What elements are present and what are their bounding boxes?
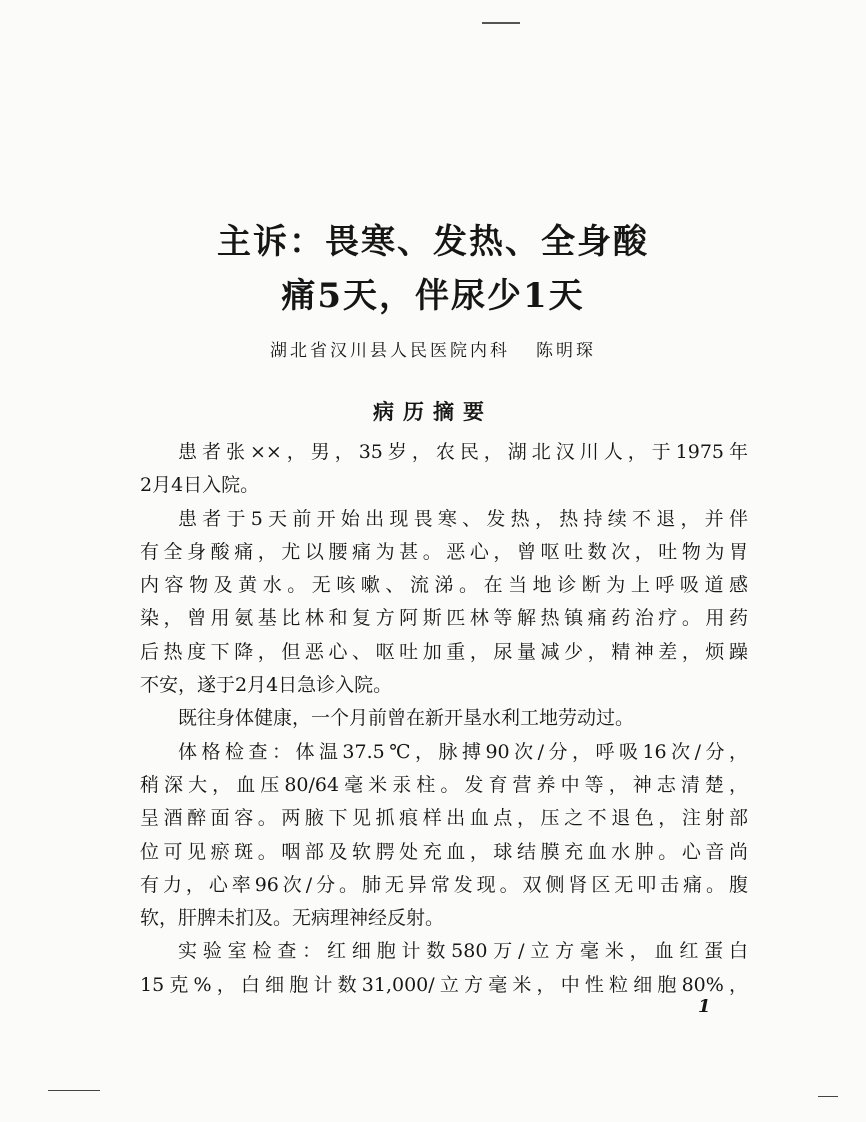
bottom-margin-mark: [818, 1096, 838, 1097]
body-line: 15克%，白细胞计数31,000/立方毫米，中性粒细胞80%，: [140, 973, 748, 996]
author: 陈明琛: [536, 341, 596, 361]
body-line: 呈酒醉面容。两腋下见抓痕样出血点，压之不退色，注射部: [140, 807, 748, 830]
body-line: 位可见瘀斑。咽部及软腭处充血，球结膜充血水肿。心音尚: [140, 840, 748, 863]
top-margin-mark: [482, 22, 520, 24]
body-line: 患者张××，男，35岁，农民，湖北汉川人，于1975年: [178, 441, 748, 463]
body-line: 后热度下降，但恶心、呕吐加重，尿量减少，精神差，烦躁: [140, 640, 748, 663]
body-line: 有全身酸痛，尤以腰痛为甚。恶心，曾呕吐数次，吐物为胃: [140, 540, 748, 563]
title-line-2: 痛5天，伴尿少1天: [281, 276, 585, 316]
body-line: 实验室检查：红细胞计数580万/立方毫米，血红蛋白: [178, 940, 748, 963]
body-line: 染，曾用氨基比林和复方阿斯匹林等解热镇痛药治疗。用药: [140, 607, 748, 630]
bottom-margin-mark: [48, 1090, 100, 1091]
institution: 湖北省汉川县人民医院内科: [270, 341, 510, 361]
body-line: 患者于5天前开始出现畏寒、发热，热持续不退，并伴: [178, 507, 748, 530]
body-line: 2月4日入院。: [140, 474, 260, 497]
page-number: 1: [698, 996, 711, 1017]
body-line: 既往身体健康，一个月前曾在新开垦水利工地劳动过。: [178, 707, 635, 730]
title-line-1: 主诉：畏寒、发热、全身酸: [217, 222, 649, 262]
body-line: 体格检查：体温37.5℃，脉搏90次/分，呼吸16次/分，: [178, 740, 748, 763]
body-line: 稍深大，血压80/64毫米汞柱。发育营养中等，神志清楚，: [140, 773, 748, 796]
section-heading: 病历摘要: [373, 400, 493, 424]
body-line: 不安，遂于2月4日急诊入院。: [140, 674, 393, 697]
case-summary-body: [140, 436, 748, 1002]
body-line: 有力，心率96次/分。肺无异常发现。双侧肾区无叩击痛。腹: [140, 873, 748, 896]
body-line: 内容物及黄水。无咳嗽、流涕。在当地诊断为上呼吸道感: [140, 574, 748, 597]
byline: [0, 336, 866, 361]
body-line: 软，肝脾未扪及。无病理神经反射。: [140, 907, 445, 930]
